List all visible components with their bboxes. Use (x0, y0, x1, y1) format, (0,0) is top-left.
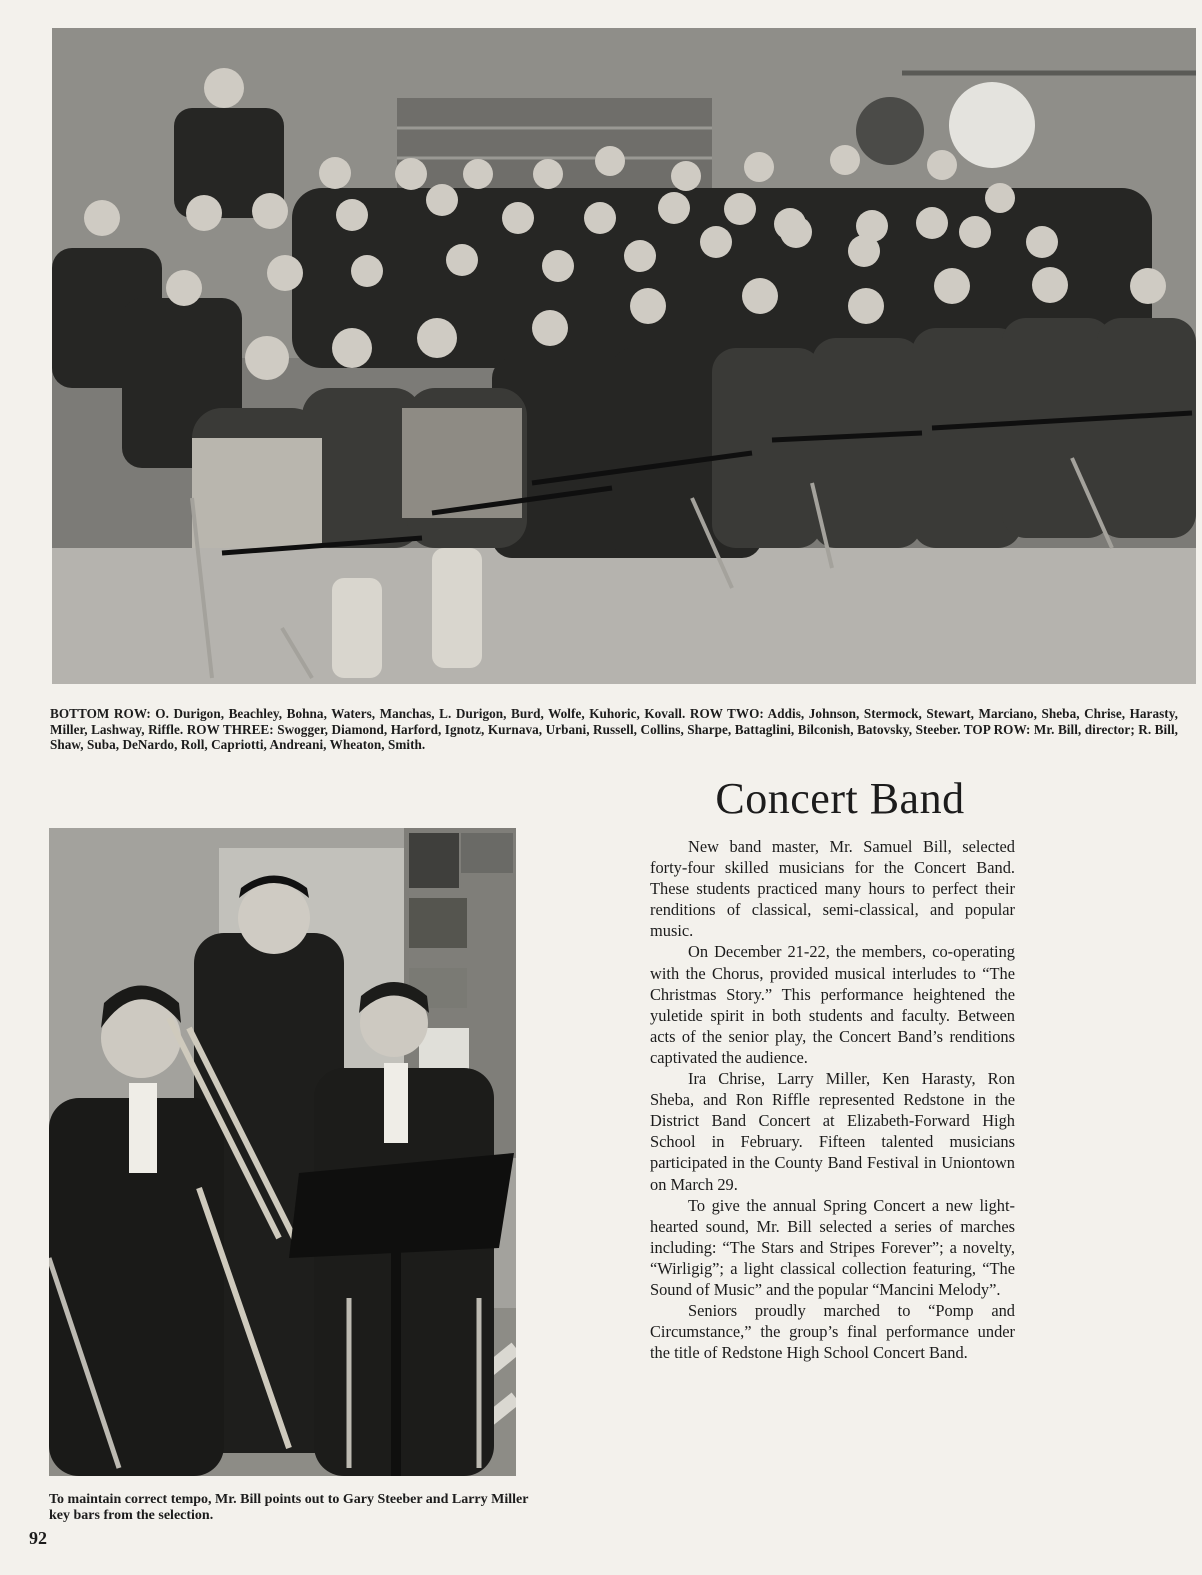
article-paragraph: Seniors proudly marched to “Pomp and Circumstance,” the group’s final performance under the title of Redstone High School Concert Band. (650, 1301, 1015, 1363)
band-director-photo (49, 828, 516, 1476)
article-paragraph: Ira Chrise, Larry Miller, Ken Harasty, Ron Sheba, and Ron Riffle represented Redstone in the District Band Concert at Elizabeth-Forward High School in February. Fifteen talented musicians participated in the County Band Festival in Uniontown on March 29. (650, 1069, 1015, 1194)
article-title: Concert Band (715, 774, 965, 823)
teacher-photo-illustration (49, 828, 516, 1476)
article-body (650, 836, 1015, 1363)
concert-band-group-photo (52, 28, 1196, 684)
group-photo-caption: BOTTOM ROW: O. Durigon, Beachley, Bohna, Waters, Manchas, L. Durigon, Burd, Wolfe, Kuhoric, Kovall. ROW TWO: Addis, Johnson, Stermock, Stewart, Marciano, Sheba, Chrise, Harasty, Miller, Lashway, Riffle. ROW THREE: Swogger, Diamond, Harford, Ignotz, Kurnava, Urbani, Russell, Collins, Sharpe, Battaglini, Bilconish, Batovsky, Steeber. TOP ROW: Mr. Bill, director; R. Bill, Shaw, Suba, DeNardo, Roll, Capriotti, Andreani, Wheaton, Smith. (50, 706, 1178, 753)
director-photo-caption: To maintain correct tempo, Mr. Bill points out to Gary Steeber and Larry Miller key bars from the selection. (49, 1492, 529, 1523)
group-photo-illustration (52, 28, 1196, 684)
article-paragraph: To give the annual Spring Concert a new light-hearted sound, Mr. Bill selected a series of marches including: “The Stars and Stripes Forever”; a novelty, “Wirligig”; a light classical collection featuring, “The Sound of Music” and the popular “Mancini Melody”. (650, 1195, 1015, 1299)
article-paragraph: New band master, Mr. Samuel Bill, selected forty-four skilled musicians for the Concert Band. These students practiced many hours to perfect their renditions of classical, semi-classical, and popular music. (650, 837, 1015, 941)
page-number: 92 (29, 1528, 47, 1548)
article-paragraph: On December 21-22, the members, co-operating with the Chorus, provided musical interludes to “The Christmas Story.” This performance heightened the yuletide spirit in both students and faculty. Between acts of the senior play, the Concert Band’s renditions captivated the audience. (650, 942, 1015, 1067)
